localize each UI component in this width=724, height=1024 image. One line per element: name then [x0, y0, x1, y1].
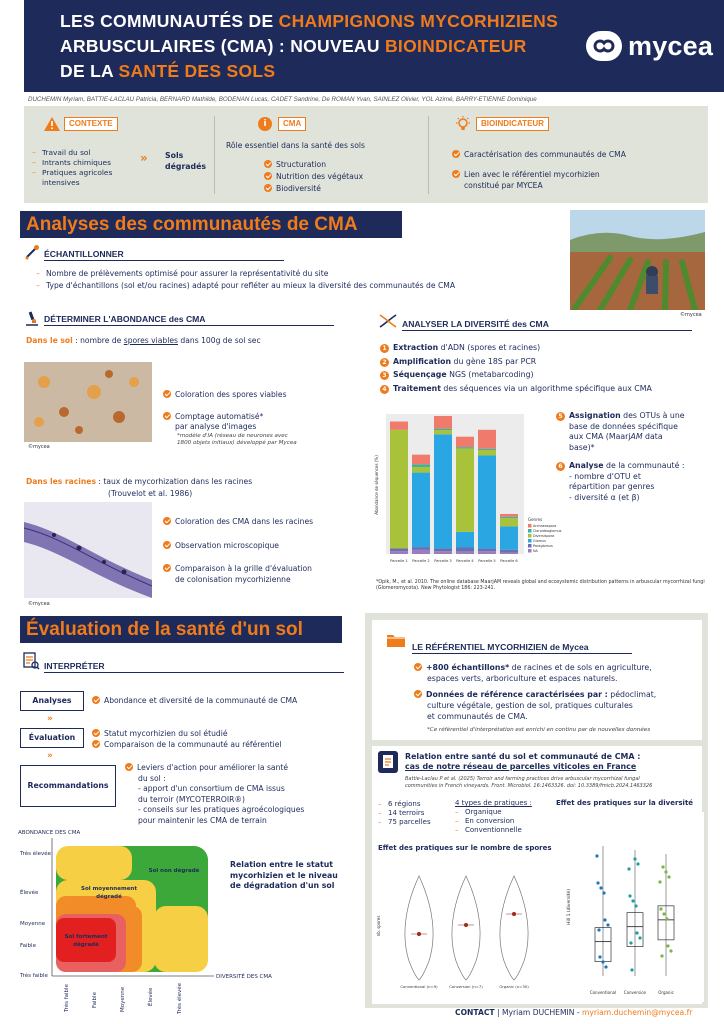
sol-item-cont: par analyse d'images [175, 422, 257, 431]
box-recommandations: Recommandations [20, 765, 116, 807]
data-point [599, 886, 602, 889]
legend-label: Paraglomus [533, 544, 553, 548]
spore [129, 377, 139, 387]
check-icon [264, 160, 272, 168]
interp-item: Comparaison de la communauté au référentiel [92, 740, 282, 750]
data-point [598, 955, 601, 958]
practice-types: 4 types de pratiques : [455, 799, 532, 807]
x-tick-label: Conversion (n=7) [449, 984, 483, 989]
cma-intro: Rôle essentiel dans la santé des sols [226, 141, 365, 150]
legend-swatch [528, 544, 532, 548]
bar-segment [456, 532, 474, 548]
spore [105, 370, 113, 378]
interpreter-title: INTERPRÉTER [44, 661, 105, 671]
echantillonner-list [36, 268, 566, 292]
interp-item: Statut mycorhizien du sol étudié [92, 729, 228, 739]
bar-segment [434, 434, 452, 548]
legend-label: Claroideoglomus [533, 529, 562, 533]
svg-text:Faible: Faible [92, 992, 98, 1008]
bar-segment [412, 464, 430, 467]
data-point [597, 928, 600, 931]
spores-violin-plot [374, 856, 554, 996]
data-point [627, 867, 630, 870]
zone-green-label: Sol non dégradé [148, 868, 200, 874]
check-icon [92, 729, 100, 737]
step: 3 Séquençage NGS (metabarcoding) [380, 368, 710, 382]
x-tick-label: Parcelle 5 [478, 559, 496, 563]
data-point [661, 865, 664, 868]
mean-point [417, 932, 421, 936]
echantillonner-title: ÉCHANTILLONNER [44, 249, 124, 259]
referentiel-title: LE RÉFÉRENTIEL MYCORHIZIEN de Mycea [412, 642, 589, 652]
bar-segment [500, 526, 518, 549]
bar-segment [390, 551, 408, 554]
title-line-1: LES COMMUNAUTÉS DE CHAMPIGNONS MYCORHIZIENS [60, 11, 559, 31]
bar-segment [478, 455, 496, 548]
bio-item: Caractérisation des communautés de CMA [452, 150, 626, 160]
check-icon [125, 763, 133, 771]
logo-text: mycea [628, 30, 714, 61]
data-point [631, 899, 634, 902]
legend-swatch [528, 534, 532, 538]
bar-segment [434, 551, 452, 554]
bar-segment [390, 548, 408, 551]
data-point [628, 894, 631, 897]
bio-item: Lien avec le référentiel mycorhizien [452, 170, 600, 180]
legend-label: Diversispora [533, 534, 555, 538]
bar-segment [500, 517, 518, 518]
chevron-down-icon: » [47, 714, 53, 724]
practice-list: – Organique – En conversion – Conventionnelle [455, 808, 522, 835]
underline [44, 260, 284, 261]
step-6: 6 Analyse de la communauté : - nombre d'OTU et répartition par genres - diversité α (et β) [556, 461, 708, 503]
cma-tag: CMA [278, 117, 306, 131]
svg-text:dégradé: dégradé [96, 894, 122, 900]
svg-text:Hill 1 (diversité): Hill 1 (diversité) [567, 889, 572, 925]
diversity-boxplot [558, 812, 704, 1002]
svg-text:Élevée: Élevée [20, 890, 39, 896]
roots-photo [24, 502, 152, 598]
list-item: – Travail du sol [32, 148, 142, 158]
check-icon [452, 150, 460, 158]
matrix-caption: Relation entre le statut mycorhizien et le niveau de dégradation d'un sol [230, 860, 338, 890]
bar-segment [434, 416, 452, 429]
data-point [601, 960, 604, 963]
contact: CONTACT | Myriam DUCHEMIN - myriam.duchemin@mycea.fr [455, 1008, 693, 1017]
legend-title: Genres [528, 517, 543, 522]
data-point [664, 870, 667, 873]
x-tick-label: Parcelle 1 [390, 559, 408, 563]
bar-segment [478, 551, 496, 554]
data-point [660, 954, 663, 957]
relation-title: Relation entre santé du sol et communauté de CMA : cas de notre réseau de parcelles viticoles en France [405, 752, 641, 771]
poster-header [24, 0, 724, 92]
cma-item: Biodiversité [264, 184, 321, 194]
bar-segment [412, 455, 430, 465]
bar-segment [500, 518, 518, 526]
data-point [596, 881, 599, 884]
mycea-logo-icon [586, 31, 622, 61]
check-icon [264, 172, 272, 180]
sol-intro: Dans le sol : nombre de spores viables dans 100g de sol sec [26, 336, 261, 345]
check-icon [264, 184, 272, 192]
rac-item: Coloration des CMA dans les racines [163, 517, 313, 527]
data-point [665, 917, 668, 920]
bar-segment [456, 551, 474, 554]
x-tick-label: Conventional (n=9) [400, 984, 438, 989]
bioindicateur-tag: BIOINDICATEUR [476, 117, 549, 131]
data-point [602, 891, 605, 894]
data-point [604, 965, 607, 968]
x-tick-label: Conversion [623, 990, 647, 995]
spores-photo [24, 362, 152, 442]
box-evaluation: Évaluation [20, 728, 84, 748]
cma-item: Nutrition des végétaux [264, 172, 363, 182]
bar-segment [500, 514, 518, 517]
zone-red [56, 918, 116, 962]
step-5: 5 Assignation des OTUs à une base de données spécifique aux CMA (MaarjAM data base)* [556, 411, 708, 453]
title-line-3: DE LA SANTÉ DES SOLS [60, 61, 276, 81]
bar-segment [412, 547, 430, 550]
data-point [659, 907, 662, 910]
otu-bar-chart [372, 410, 562, 570]
rac-item: Comparaison à la grille d'évaluation [163, 564, 312, 574]
data-point [634, 904, 637, 907]
bio-item-cont: constitué par MYCEA [464, 181, 543, 190]
chevron-down-icon: » [47, 751, 53, 761]
authors: DUCHEMIN Myriam, BATTIE-LACLAU Patricia, BERNARD Mathilde, BODÉNAN Lucas, CADET Sandrine, De ROMAN Yvan, SAINLEZ Olivier, YOL Azimé, BARRY-ETIENNE Dominique [28, 96, 537, 103]
cma-item: Structuration [264, 160, 326, 170]
diversite-title: ANALYSER LA DIVERSITÉ des CMA [402, 319, 549, 329]
svg-text:Moyenne: Moyenne [20, 921, 46, 927]
legend-swatch [528, 539, 532, 543]
data-point [606, 923, 609, 926]
contexte-list [32, 148, 142, 188]
svg-text:Moyenne: Moyenne [120, 986, 126, 1012]
dna-icon [378, 313, 398, 331]
bar-segment [456, 547, 474, 551]
bar-segment [456, 447, 474, 448]
x-tick-label: Parcelle 3 [434, 559, 452, 563]
diversity-chart-title: Effet des pratiques sur la diversité [556, 799, 694, 807]
bar-segment [412, 467, 430, 473]
mean-point [464, 923, 468, 927]
data-point [669, 949, 672, 952]
bar-segment [390, 422, 408, 430]
bar-segment [412, 550, 430, 554]
arrow-icon: » [140, 151, 148, 165]
underline [402, 330, 692, 331]
ai-note: *modèle d'IA (réseau de neurones avec 1800 objets initiaux) développé par Mycea [177, 433, 297, 446]
data-point [630, 968, 633, 971]
spore [87, 385, 101, 399]
svg-text:Très faible: Très faible [64, 984, 70, 1012]
check-icon [452, 170, 460, 178]
check-icon [414, 690, 422, 698]
photo-credit: ©mycea [28, 444, 50, 450]
diversite-steps [380, 341, 710, 395]
data-point [662, 912, 665, 915]
box-analyses: Analyses [20, 691, 84, 711]
rac-item-cont: de colonisation mycorhizienne [175, 575, 291, 584]
spore [59, 407, 69, 417]
matrix-ylabel: ABONDANCE DES CMA [18, 830, 81, 836]
list-item: – Pratiques agricoles intensives [32, 168, 142, 188]
bar-segment [478, 549, 496, 552]
data-point [666, 944, 669, 947]
bar-segment [500, 550, 518, 553]
sol-item: Coloration des spores viables [163, 390, 287, 400]
maarjam-reference: *Opik, M., et al. 2010. The online database MaarjAM reveals global and ecosystemic distribution patterns in arbuscular mycorrhizal fungi (Glomeromycota). New Phytologist 186: 223-241. [376, 580, 705, 591]
list-item: – Intrants chimiques [32, 158, 142, 168]
check-icon [92, 740, 100, 748]
svg-text:dégradé: dégradé [73, 942, 99, 948]
legend-label: Archaeospora [533, 524, 557, 528]
svg-text:Très faible: Très faible [20, 973, 48, 979]
svg-text:Sol fortement: Sol fortement [64, 934, 108, 940]
data-point [633, 857, 636, 860]
data-point [638, 936, 641, 939]
data-point [667, 875, 670, 878]
bar-segment [434, 429, 452, 430]
contexte-result: Sols dégradés [165, 151, 207, 171]
check-icon [414, 663, 422, 671]
data-point [595, 854, 598, 857]
bar-segment [434, 430, 452, 434]
legend-swatch [528, 524, 532, 528]
racines-ref: (Trouvelot et al. 1986) [108, 489, 193, 498]
bar-segment [412, 473, 430, 548]
x-tick-label: Organic (n=30) [499, 984, 529, 989]
contact-email-link[interactable]: myriam.duchemin@mycea.fr [582, 1008, 693, 1017]
bar-segment [478, 450, 496, 455]
bar-segment [456, 437, 474, 447]
list-item: – Nombre de prélèvements optimisé pour assurer la représentativité du site [36, 268, 566, 280]
spore [38, 376, 50, 388]
lightbulb-icon [455, 116, 471, 134]
matrix-xlabel: DIVERSITÉ DES CMA [216, 974, 272, 980]
spore [113, 411, 125, 423]
chart-ylabel: Abondance de séquences (%) [374, 455, 379, 515]
step: 2 Amplification du gène 18S par PCR [380, 355, 710, 369]
divider [214, 116, 215, 194]
data-point [629, 941, 632, 944]
underline [412, 653, 632, 654]
data-point [658, 880, 661, 883]
x-tick-label: Conventional [589, 990, 617, 995]
title-line-2: ARBUSCULAIRES (CMA) : NOUVEAU BIOINDICATEUR [60, 36, 527, 56]
bar-segment [478, 449, 496, 450]
contexte-tag: CONTEXTE [64, 117, 118, 131]
document-icon [22, 652, 40, 672]
check-icon [163, 517, 171, 525]
spore [75, 426, 83, 434]
svg-text:Très élevée: Très élevée [177, 982, 183, 1014]
recommandations-text: Leviers d'action pour améliorer la santé du sol : - apport d'un consortium de CMA issus du terroir (MYCOTERROIR®) - conseils sur les pratiques agroécologiques pour maintenir les CMA de terrain [125, 763, 304, 826]
racines-intro: Dans les racines : taux de mycorhization dans les racines [26, 477, 253, 486]
mycea-logo [586, 30, 713, 62]
underline [44, 672, 344, 673]
svg-text:Sol moyennement: Sol moyennement [81, 886, 137, 892]
section-title-evaluation: Évaluation de la santé d'un sol [20, 616, 342, 643]
relation-reference: Battie-Laclau P et al. (2025) Terroir and farming practices drive arbuscular mycorrhizal fungal communities in French vineyards. Front. Microbiol. 16:1463326. doi: 10.3389/fmicb.2024.1463326 [405, 776, 653, 789]
legend-swatch [528, 529, 532, 533]
pipette-icon [24, 244, 40, 262]
svg-text:Élevée: Élevée [148, 987, 154, 1006]
legend-swatch [528, 549, 532, 553]
photo-credit: ©mycea [28, 601, 50, 607]
spore [34, 417, 44, 427]
step: 4 Traitement des séquences via un algorithme spécifique aux CMA [380, 382, 710, 396]
info-icon: i [258, 117, 272, 131]
spores-chart-title: Effet des pratiques sur le nombre de spores [378, 844, 552, 852]
abondance-title: DÉTERMINER L'ABONDANCE des CMA [44, 314, 206, 324]
vineyard-photo [570, 210, 705, 310]
report-icon [378, 751, 398, 773]
divider [428, 116, 429, 194]
interp-item: Abondance et diversité de la communauté de CMA [92, 696, 297, 706]
bar-segment [434, 548, 452, 551]
bar-segment [390, 430, 408, 549]
svg-text:nb. spores: nb. spores [376, 915, 381, 937]
underline [44, 325, 334, 326]
check-icon [92, 696, 100, 704]
mean-point [512, 912, 516, 916]
check-icon [163, 390, 171, 398]
data-point [635, 931, 638, 934]
x-tick-label: Parcelle 4 [456, 559, 474, 563]
rac-item: Observation microscopique [163, 541, 279, 551]
bar-segment [478, 430, 496, 449]
bar-segment [500, 553, 518, 554]
soil-health-matrix [14, 826, 274, 1018]
referentiel-list: +800 échantillons* de racines et de sols en agriculture, espaces verts, arboriculture et espaces naturels. Données de référence caractérisées par : pédoclimat, culture végétale, gestion de sol, pratiques culturales et communautés de CMA. *Ce référentiel d'interprétation est enrichi en continu par de nouvelles données [414, 662, 699, 736]
sol-item: Comptage automatisé* [163, 412, 263, 422]
warning-icon [44, 117, 60, 133]
bar-segment [456, 448, 474, 531]
x-tick-label: Parcelle 2 [412, 559, 430, 563]
list-item: – Type d'échantillons (sol et/ou racines) adapté pour refléter au mieux la diversité des communautés de CMA [36, 280, 566, 292]
svg-text:Faible: Faible [20, 943, 36, 949]
photo-credit: ©mycea [680, 312, 702, 318]
step: 1 Extraction d'ADN (spores et racines) [380, 341, 710, 355]
x-tick-label: Parcelle 6 [500, 559, 518, 563]
data-point [603, 918, 606, 921]
stats-list: – 6 régions – 14 terroirs – 75 parcelles [378, 800, 431, 827]
data-point [636, 862, 639, 865]
section-title-analyses: Analyses des communautés de CMA [20, 211, 402, 238]
check-icon [163, 412, 171, 420]
x-tick-label: Organic [658, 990, 674, 995]
check-icon [163, 564, 171, 572]
legend-label: Glomus [533, 539, 546, 543]
legend-label: NA [533, 549, 538, 553]
folder-icon [386, 632, 406, 650]
check-icon [163, 541, 171, 549]
microscope-icon [24, 311, 40, 329]
svg-text:Très élevée: Très élevée [20, 851, 52, 857]
